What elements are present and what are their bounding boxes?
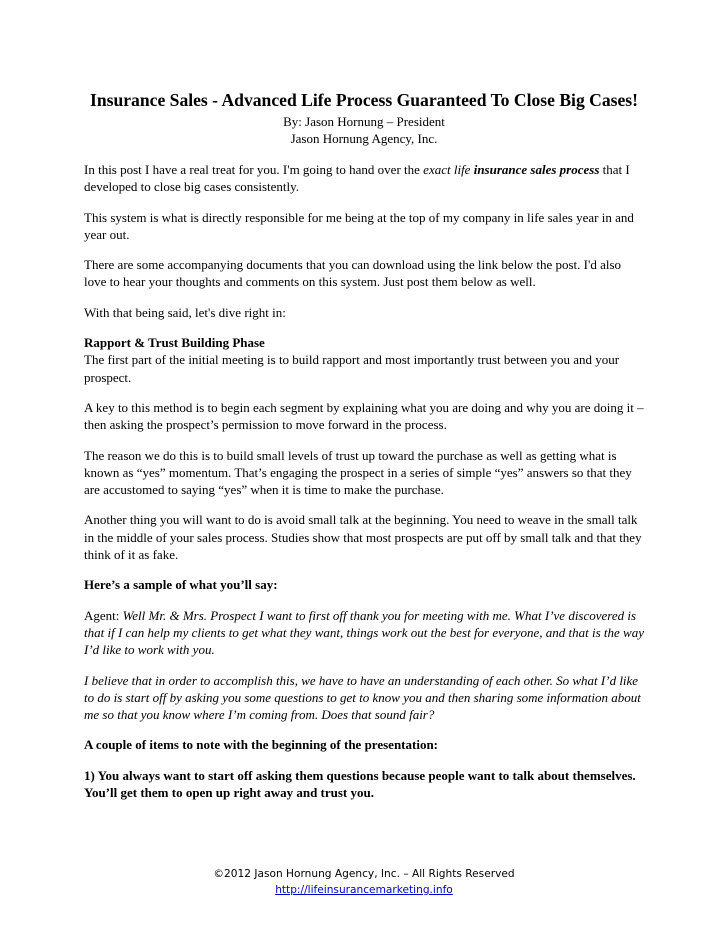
notes-heading: A couple of items to note with the beginning of the presentation: [84, 737, 439, 753]
byline-author: By: Jason Hornung – President [283, 114, 445, 129]
note-item-1: 1) You always want to start off asking them questions because people want to talk about themselves. You’ll get them to open up right away and trust you. [84, 767, 636, 801]
sample-heading: Here’s a sample of what you’ll say: [84, 577, 278, 593]
system-paragraph: This system is what is directly responsible for me being at the top of my company in life sales year in and year out. [84, 209, 634, 242]
agent-paragraph [84, 607, 644, 659]
intro-text: In this post I have a real treat for you. I'm going to hand over the [84, 162, 424, 177]
intro-paragraph [84, 161, 644, 196]
intro-bold-italic: insurance sales process [473, 162, 600, 177]
byline [84, 113, 644, 147]
dive-paragraph: With that being said, let's dive right in: [84, 304, 286, 320]
agent-label: Agent: [84, 607, 123, 623]
page-footer [0, 866, 728, 898]
key-paragraph: A key to this method is to begin each segment by explaining what you are doing and why you are doing it – then asking the prospect’s permission to move forward in the process. [84, 399, 644, 433]
reason-paragraph: The reason we do this is to build small levels of trust up toward the purchase as well as getting what is known as “yes” momentum. That’s engaging the prospect in a series of simple “yes” answers so that they are accustomed to saying “yes” when it is time to make the purchase. [84, 447, 632, 498]
rapport-paragraph: The first part of the initial meeting is to build rapport and most importantly trust between you and your prospect. [84, 352, 620, 385]
believe-paragraph: I believe that in order to accomplish this, we have to have an understanding of each other. So what I’d like to do is start off by asking you some questions to get to know you and then sharing some information about me so that you know where I’m coming from. Does that sound fair? [84, 672, 641, 723]
agent-speech: Well Mr. & Mrs. Prospect I want to first off thank you for meeting with me. What I’ve discovered is that if I can help my clients to get what they want, things work out the best for everyone, and that is the way I’d like to work with you. [84, 607, 644, 658]
page-title: Insurance Sales - Advanced Life Process Guaranteed To Close Big Cases! [89, 90, 639, 110]
smalltalk-paragraph: Another thing you will want to do is avoid small talk at the beginning. You need to weave in the small talk in the middle of your sales process. Studies show that most prospects are put off by small talk and that they think of it as fake. [84, 512, 642, 563]
intro-italic: exact life [423, 162, 474, 177]
footer-copyright: ©2012 Jason Hornung Agency, Inc. – All Rights Reserved [213, 868, 515, 880]
footer-link[interactable]: http://lifeinsurancemarketing.info [275, 884, 453, 896]
documents-paragraph: There are some accompanying documents that you can download using the link below the post. I'd also love to hear your thoughts and comments on this system. Just post them below as well. [84, 257, 622, 290]
intro-text-end: that I developed to close big cases consistently. [84, 162, 630, 195]
document-page [84, 90, 644, 801]
section-heading: Rapport & Trust Building Phase [84, 335, 265, 351]
byline-agency: Jason Hornung Agency, Inc. [290, 131, 438, 146]
